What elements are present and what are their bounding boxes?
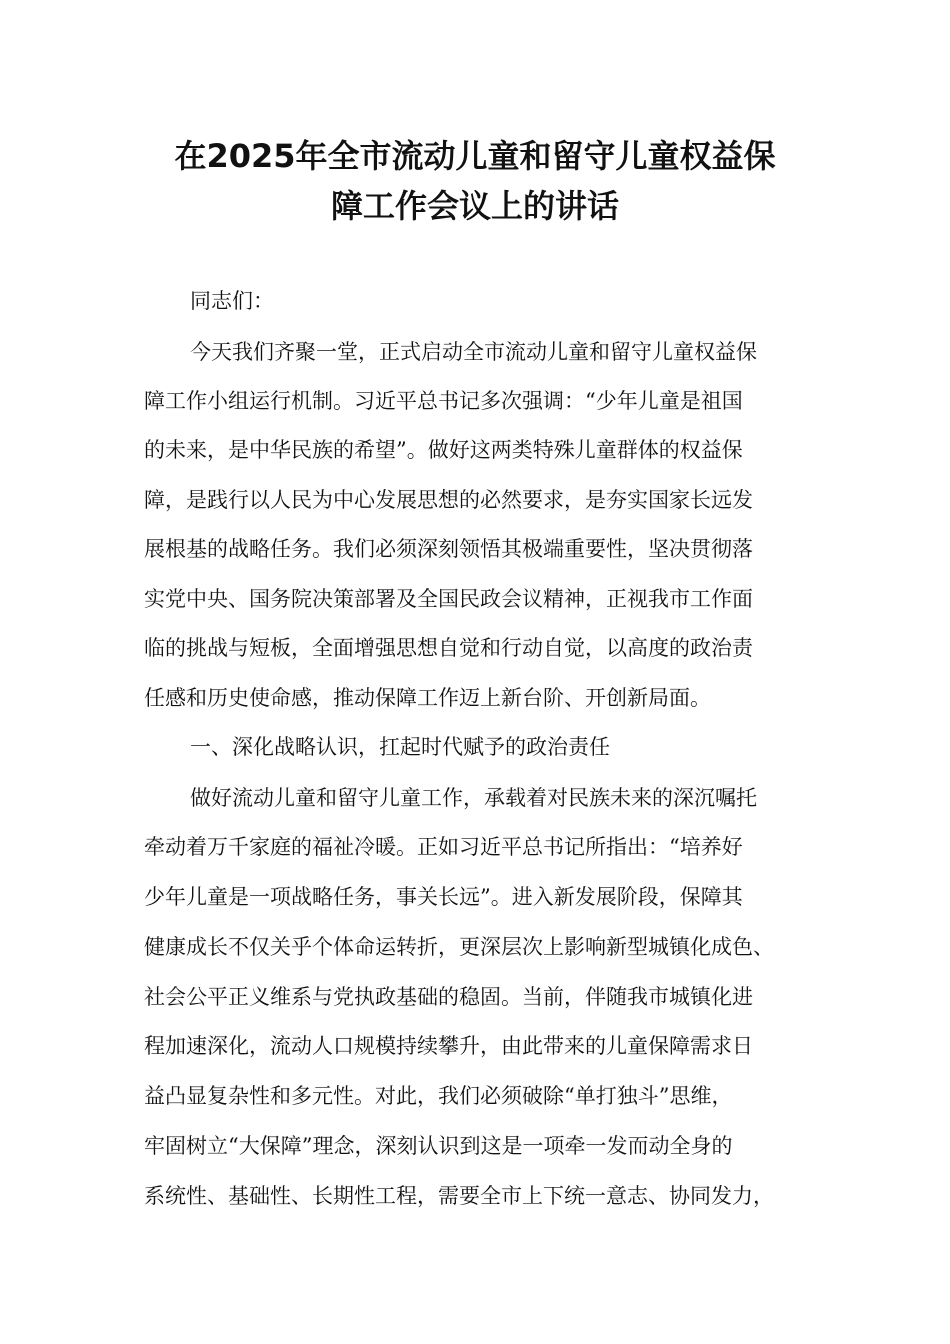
paragraph-line: 临的挑战与短板，全面增强思想自觉和行动自觉，以高度的政治责 (144, 636, 753, 660)
paragraph-line: 社会公平正义维系与党执政基础的稳固。当前，伴随我市城镇化进 (144, 985, 753, 1009)
document-title-line-2: 障工作会议上的讲话 (330, 187, 619, 225)
section-heading: 一、深化战略认识，扛起时代赋予的政治责任 (190, 735, 610, 759)
paragraph-line: 实党中央、国务院决策部署及全国民政会议精神，正视我市工作面 (144, 587, 753, 611)
paragraph-line: 做好流动儿童和留守儿童工作，承载着对民族未来的深沉嘱托 (190, 786, 757, 810)
paragraph-line: 障，是践行以人民为中心发展思想的必然要求，是夯实国家长远发 (144, 488, 753, 512)
paragraph-line: 展根基的战略任务。我们必须深刻领悟其极端重要性，坚决贯彻落 (144, 537, 753, 561)
paragraph-line: 程加速深化，流动人口规模持续攀升，由此带来的儿童保障需求日 (144, 1034, 753, 1058)
paragraph-line: 系统性、基础性、长期性工程，需要全市上下统一意志、协同发力， (144, 1184, 774, 1208)
paragraph-line: 少年儿童是一项战略任务，事关长远”。进入新发展阶段，保障其 (144, 885, 743, 909)
paragraph-line: 牢固树立“大保障”理念，深刻认识到这是一项牵一发而动全身的 (144, 1134, 733, 1158)
paragraph-line: 障工作小组运行机制。习近平总书记多次强调：“少年儿童是祖国 (144, 389, 743, 413)
paragraph-line: 益凸显复杂性和多元性。对此，我们必须破除“单打独斗”思维， (144, 1084, 733, 1108)
document-title-line-1: 在2025年全市流动儿童和留守儿童权益保 (174, 137, 776, 175)
paragraph-line: 的未来，是中华民族的希望”。做好这两类特殊儿童群体的权益保 (144, 438, 743, 462)
paragraph-line: 牵动着万千家庭的福祉冷暖。正如习近平总书记所指出：“培养好 (144, 835, 743, 859)
salutation: 同志们： (190, 289, 274, 313)
paragraph-line: 健康成长不仅关乎个体命运转折，更深层次上影响新型城镇化成色、 (144, 935, 774, 959)
paragraph-line: 任感和历史使命感，推动保障工作迈上新台阶、开创新局面。 (144, 686, 711, 710)
paragraph-line: 今天我们齐聚一堂，正式启动全市流动儿童和留守儿童权益保 (190, 340, 757, 364)
